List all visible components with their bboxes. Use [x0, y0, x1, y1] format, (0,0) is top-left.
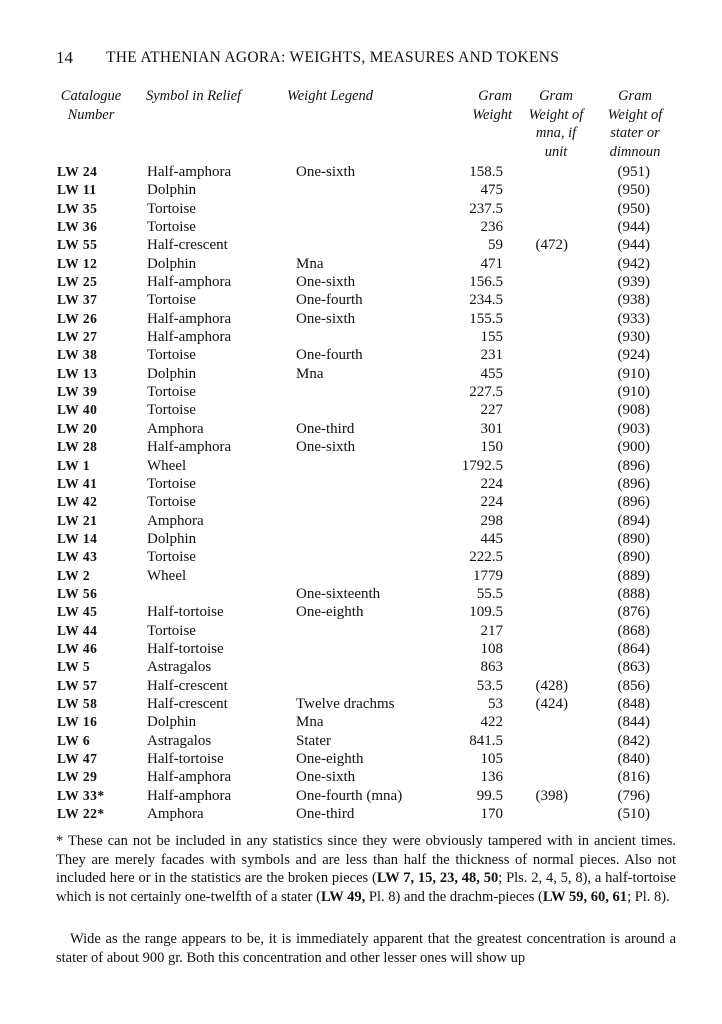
table-row — [0, 328, 722, 346]
gram-weight: 136 — [480, 769, 503, 786]
weight-legend: One-third — [296, 420, 355, 437]
stater-weight: (896) — [617, 475, 650, 492]
table-row — [0, 603, 722, 621]
weight-legend: One-sixth — [296, 769, 356, 786]
table-row — [0, 585, 722, 603]
stater-weight: (510) — [617, 806, 650, 823]
weight-legend: One-fourth — [296, 347, 363, 364]
stater-weight: (930) — [617, 329, 650, 346]
gram-weight: 471 — [480, 255, 503, 272]
table-row — [0, 768, 722, 786]
stater-weight: (816) — [617, 769, 650, 786]
table-row — [0, 640, 722, 658]
table-row — [0, 567, 722, 585]
gram-weight: 55.5 — [476, 585, 503, 602]
gram-weight: 158.5 — [469, 164, 503, 180]
weight-legend: Mna — [296, 714, 324, 731]
gram-weight: 170 — [480, 806, 503, 823]
gram-weight: 455 — [480, 365, 503, 382]
table-row — [0, 677, 722, 695]
gram-weight: 155.5 — [469, 310, 503, 327]
table-row — [0, 548, 722, 566]
footnote-ref: LW 59, 60, 61 — [542, 889, 628, 906]
catalogue-number: LW 44 — [57, 622, 98, 638]
stater-weight: (939) — [617, 274, 650, 291]
catalogue-number: LW 11 — [57, 182, 97, 198]
symbol-in-relief: Half-crescent — [147, 677, 228, 694]
stater-weight: (903) — [617, 420, 650, 437]
stater-weight: (944) — [617, 219, 650, 236]
table-row — [0, 401, 722, 419]
symbol-in-relief: Tortoise — [147, 384, 196, 401]
weight-legend: One-fourth — [296, 292, 363, 309]
column-header-mna-weight: Gram Weight of mna, if unit — [528, 88, 584, 160]
gram-weight: 227 — [480, 402, 503, 419]
weight-legend: One-sixth — [296, 439, 356, 456]
catalogue-number: LW 27 — [57, 329, 98, 345]
stater-weight: (863) — [617, 659, 650, 676]
catalogue-number: LW 58 — [57, 695, 98, 711]
stater-weight: (856) — [617, 677, 650, 694]
table-row — [0, 493, 722, 511]
weight-legend: Twelve drachms — [296, 695, 395, 712]
column-header-stater-weight: Gram Weight of stater or dimnoun — [607, 88, 663, 160]
table-row — [0, 732, 722, 750]
table-row — [0, 805, 722, 823]
symbol-in-relief: Wheel — [147, 567, 187, 584]
table-row — [0, 236, 722, 254]
table-row — [0, 475, 722, 493]
page-header — [56, 48, 676, 70]
gram-weight: 422 — [480, 714, 503, 731]
catalogue-number: LW 40 — [57, 402, 98, 418]
gram-weight: 53 — [488, 695, 503, 712]
stater-weight: (876) — [617, 604, 650, 621]
symbol-in-relief: Tortoise — [147, 200, 196, 217]
catalogue-number: LW 43 — [57, 549, 98, 565]
symbol-in-relief: Dolphin — [147, 365, 197, 382]
gram-weight: 1779 — [473, 567, 503, 584]
gram-weight: 224 — [480, 475, 503, 492]
mna-weight: (424) — [535, 695, 568, 712]
table-row — [0, 695, 722, 713]
table-row — [0, 291, 722, 309]
weight-legend: One-sixth — [296, 164, 356, 180]
catalogue-number: LW 36 — [57, 219, 98, 235]
stater-weight: (888) — [617, 585, 650, 602]
symbol-in-relief: Wheel — [147, 457, 187, 474]
symbol-in-relief: Tortoise — [147, 622, 196, 639]
catalogue-number: LW 26 — [57, 310, 98, 326]
catalogue-number: LW 41 — [57, 475, 98, 491]
symbol-in-relief: Tortoise — [147, 475, 196, 492]
footnote-ref: LW 49, — [320, 889, 366, 906]
symbol-in-relief: Half-amphora — [147, 274, 232, 291]
stater-weight: (889) — [617, 567, 650, 584]
gram-weight: 227.5 — [469, 384, 503, 401]
stater-weight: (950) — [617, 200, 650, 217]
catalogue-number: LW 21 — [57, 512, 98, 528]
symbol-in-relief: Half-tortoise — [147, 604, 224, 621]
catalogue-number: LW 45 — [57, 604, 98, 620]
table-row — [0, 787, 722, 805]
weight-legend: Mna — [296, 255, 324, 272]
symbol-in-relief: Astragalos — [147, 732, 212, 749]
stater-weight: (950) — [617, 182, 650, 199]
running-title: THE ATHENIAN AGORA: WEIGHTS, MEASURES AND TOKENS — [106, 49, 560, 66]
stater-weight: (900) — [617, 439, 650, 456]
stater-weight: (796) — [617, 787, 650, 804]
symbol-in-relief: Half-crescent — [147, 695, 228, 712]
table-row — [0, 365, 722, 383]
table-row — [0, 255, 722, 273]
weight-legend: One-third — [296, 806, 355, 823]
table-row — [0, 218, 722, 236]
catalogue-number: LW 46 — [57, 640, 98, 656]
catalogue-number: LW 33* — [57, 787, 105, 803]
weight-legend: One-fourth (mna) — [296, 787, 403, 804]
catalogue-number: LW 56 — [57, 585, 98, 601]
catalogue-number: LW 28 — [57, 439, 98, 455]
symbol-in-relief: Half-tortoise — [147, 751, 224, 767]
symbol-in-relief: Dolphin — [147, 255, 197, 272]
symbol-in-relief: Dolphin — [147, 530, 197, 547]
stater-weight: (848) — [617, 695, 650, 712]
gram-weight: 99.5 — [476, 787, 503, 804]
weight-legend: One-sixth — [296, 274, 356, 291]
catalogue-number: LW 20 — [57, 420, 98, 436]
stater-weight: (864) — [617, 640, 650, 657]
catalogue-number: LW 14 — [57, 530, 98, 546]
stater-weight: (896) — [617, 457, 650, 474]
gram-weight: 298 — [480, 512, 503, 529]
catalogue-number: LW 35 — [57, 200, 98, 216]
catalogue-number: LW 1 — [57, 457, 91, 473]
gram-weight: 105 — [480, 751, 503, 767]
stater-weight: (890) — [617, 549, 650, 566]
symbol-in-relief: Half-amphora — [147, 329, 232, 346]
mna-weight: (428) — [535, 677, 568, 694]
catalogue-number: LW 55 — [57, 237, 98, 253]
weight-legend: Mna — [296, 365, 324, 382]
symbol-in-relief: Tortoise — [147, 549, 196, 566]
weight-legend: One-eighth — [296, 751, 364, 767]
weight-legend: One-sixth — [296, 310, 356, 327]
gram-weight: 217 — [480, 622, 503, 639]
stater-weight: (910) — [617, 365, 650, 382]
symbol-in-relief: Half-crescent — [147, 237, 228, 254]
table-row — [0, 713, 722, 731]
table-row — [0, 530, 722, 548]
gram-weight: 1792.5 — [461, 457, 503, 474]
stater-weight: (868) — [617, 622, 650, 639]
table-row — [0, 420, 722, 438]
symbol-in-relief: Amphora — [147, 420, 204, 437]
gram-weight: 109.5 — [469, 604, 503, 621]
stater-weight: (951) — [617, 164, 650, 180]
symbol-in-relief: Half-amphora — [147, 439, 232, 456]
stater-weight: (896) — [617, 494, 650, 511]
table-row — [0, 200, 722, 218]
gram-weight: 108 — [480, 640, 503, 657]
catalogue-number: LW 38 — [57, 347, 98, 363]
table-row — [0, 512, 722, 530]
catalogue-number: LW 6 — [57, 732, 91, 748]
catalogue-number: LW 2 — [57, 567, 91, 583]
column-header-gram-weight: Gram Weight — [472, 88, 512, 123]
symbol-in-relief: Tortoise — [147, 292, 196, 309]
mna-weight: (472) — [535, 237, 568, 254]
symbol-in-relief: Half-amphora — [147, 310, 232, 327]
catalogue-number: LW 25 — [57, 274, 98, 290]
catalogue-number: LW 42 — [57, 494, 98, 510]
symbol-in-relief: Half-amphora — [147, 164, 232, 180]
catalogue-number: LW 16 — [57, 714, 98, 730]
stater-weight: (924) — [617, 347, 650, 364]
footnote-ref: LW 7, 15, 23, 48, 50 — [376, 870, 499, 887]
symbol-in-relief: Half-amphora — [147, 787, 232, 804]
stater-weight: (944) — [617, 237, 650, 254]
table-row — [0, 658, 722, 676]
catalogue-number: LW 57 — [57, 677, 98, 693]
stater-weight: (908) — [617, 402, 650, 419]
stater-weight: (844) — [617, 714, 650, 731]
symbol-in-relief: Half-amphora — [147, 769, 232, 786]
symbol-in-relief: Tortoise — [147, 219, 196, 236]
gram-weight: 53.5 — [476, 677, 503, 694]
gram-weight: 863 — [480, 659, 503, 676]
stater-weight: (890) — [617, 530, 650, 547]
stater-weight: (942) — [617, 255, 650, 272]
table-row — [0, 273, 722, 291]
stater-weight: (894) — [617, 512, 650, 529]
table-row — [0, 622, 722, 640]
table-row — [0, 750, 722, 768]
column-header-legend: Weight Legend — [287, 88, 374, 104]
gram-weight: 234.5 — [469, 292, 503, 309]
symbol-in-relief: Dolphin — [147, 182, 197, 199]
body-paragraph: Wide as the range appears to be, it is immediately apparent that the greatest concentration is around a stater of about 900 gr. Both this concentration and other lesser ones will show up — [56, 931, 676, 966]
table-row — [0, 163, 722, 181]
catalogue-number: LW 37 — [57, 292, 98, 308]
catalogue-number: LW 13 — [57, 365, 98, 381]
table-row — [0, 346, 722, 364]
mna-weight: (398) — [535, 787, 568, 804]
gram-weight: 236 — [480, 219, 503, 236]
stater-weight: (938) — [617, 292, 650, 309]
weight-legend: Stater — [296, 732, 331, 749]
gram-weight: 150 — [480, 439, 503, 456]
gram-weight: 475 — [480, 182, 503, 199]
catalogue-number: LW 24 — [57, 164, 98, 179]
gram-weight: 156.5 — [469, 274, 503, 291]
gram-weight: 841.5 — [469, 732, 503, 749]
table-row — [0, 457, 722, 475]
stater-weight: (933) — [617, 310, 650, 327]
weights-table — [0, 163, 722, 823]
gram-weight: 301 — [480, 420, 503, 437]
symbol-in-relief: Tortoise — [147, 494, 196, 511]
catalogue-number: LW 12 — [57, 255, 98, 271]
gram-weight: 59 — [488, 237, 503, 254]
symbol-in-relief: Astragalos — [147, 659, 212, 676]
weight-legend: One-sixteenth — [296, 585, 381, 602]
stater-weight: (910) — [617, 384, 650, 401]
weight-legend: One-eighth — [296, 604, 364, 621]
gram-weight: 231 — [480, 347, 503, 364]
symbol-in-relief: Amphora — [147, 806, 204, 823]
gram-weight: 237.5 — [469, 200, 503, 217]
table-row — [0, 181, 722, 199]
column-header-catalogue: Catalogue Number — [60, 88, 122, 123]
catalogue-number: LW 39 — [57, 384, 98, 400]
column-header-symbol: Symbol in Relief — [146, 88, 242, 104]
catalogue-number: LW 29 — [57, 769, 98, 785]
catalogue-number: LW 22* — [57, 806, 105, 822]
symbol-in-relief: Amphora — [147, 512, 204, 529]
gram-weight: 155 — [480, 329, 503, 346]
table-row — [0, 310, 722, 328]
footnote: * These can not be included in any statistics since they were obviously tampered with in ancient times. They are merely facades with symbols and are less than half the thickness of normal pieces. Also not included here or in the statistics are the broken pieces (LW 7, 15, 23, 48, 50; Pls. 2, 4, 5, 8), a half-tortoise which is not certainly one-twelfth of a stater (LW 49, Pl. 8) and the drachm-pieces (LW 59, 60, 61; Pl. 8). — [56, 833, 676, 906]
stater-weight: (842) — [617, 732, 650, 749]
catalogue-number: LW 47 — [57, 751, 98, 766]
symbol-in-relief: Half-tortoise — [147, 640, 224, 657]
symbol-in-relief: Tortoise — [147, 402, 196, 419]
table-row — [0, 438, 722, 456]
symbol-in-relief: Dolphin — [147, 714, 197, 731]
gram-weight: 224 — [480, 494, 503, 511]
symbol-in-relief: Tortoise — [147, 347, 196, 364]
gram-weight: 445 — [480, 530, 503, 547]
table-row — [0, 383, 722, 401]
stater-weight: (840) — [617, 751, 650, 767]
gram-weight: 222.5 — [469, 549, 503, 566]
page-number: 14 — [56, 48, 73, 67]
catalogue-number: LW 5 — [57, 659, 91, 675]
